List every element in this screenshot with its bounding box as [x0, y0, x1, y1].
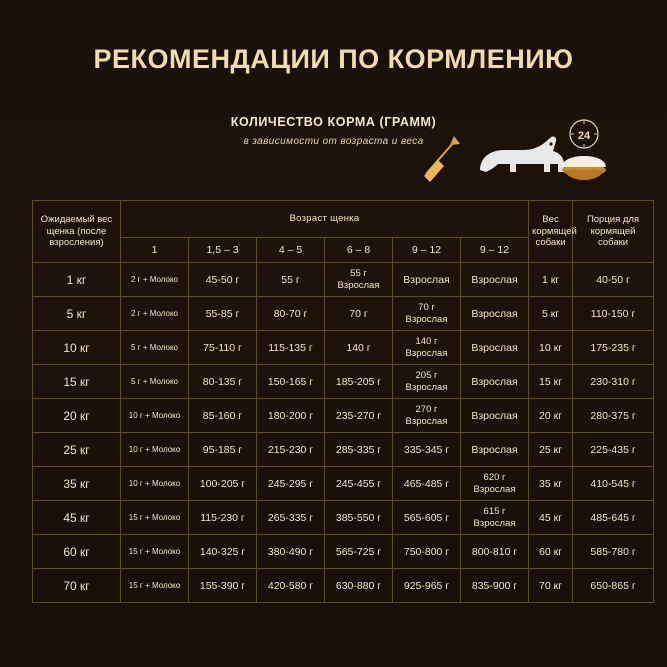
row-amount-cell: 565-725 г [325, 535, 393, 569]
row-amount-cell: Взрослая [461, 433, 529, 467]
age-column-6: 9 – 12 [461, 238, 529, 263]
table-header-row-top [33, 201, 654, 238]
row-amount-cell: 925-965 г [393, 569, 461, 603]
row-amount-cell: 45-50 г [189, 263, 257, 297]
row-amount-cell: 55-85 г [189, 297, 257, 331]
age-column-2: 1,5 – 3 [189, 238, 257, 263]
row-nursing-portion: 175-235 г [573, 331, 654, 365]
row-amount-cell: 835-900 г [461, 569, 529, 603]
clock-24-icon [570, 120, 598, 148]
row-amount-cell: 10 г + Молоко [121, 399, 189, 433]
row-expected-weight: 10 кг [33, 331, 121, 365]
row-amount-cell: 140-325 г [189, 535, 257, 569]
row-nursing-portion: 485-645 г [573, 501, 654, 535]
row-amount-cell: 75-110 г [189, 331, 257, 365]
row-amount-cell: 205 г Взрослая [393, 365, 461, 399]
illustration [420, 118, 620, 188]
row-amount-cell: 5 г + Молоко [121, 331, 189, 365]
row-nursing-portion: 585-780 г [573, 535, 654, 569]
age-column-1: 1 [121, 238, 189, 263]
row-nursing-portion: 110-150 г [573, 297, 654, 331]
row-amount-cell: 565-605 г [393, 501, 461, 535]
row-amount-cell: Взрослая [461, 399, 529, 433]
row-nursing-portion: 40-50 г [573, 263, 654, 297]
table-row [33, 501, 654, 535]
row-expected-weight: 70 кг [33, 569, 121, 603]
growth-arrow-icon [424, 136, 460, 182]
row-amount-cell: 155-390 г [189, 569, 257, 603]
row-amount-cell: Взрослая [393, 263, 461, 297]
row-expected-weight: 60 кг [33, 535, 121, 569]
row-amount-cell: 115-135 г [257, 331, 325, 365]
row-amount-cell: 215-230 г [257, 433, 325, 467]
row-nursing-weight: 1 кг [529, 263, 573, 297]
row-nursing-portion: 410-545 г [573, 467, 654, 501]
row-amount-cell: 750-800 г [393, 535, 461, 569]
row-amount-cell: 180-200 г [257, 399, 325, 433]
row-nursing-weight: 25 кг [529, 433, 573, 467]
row-expected-weight: 5 кг [33, 297, 121, 331]
row-nursing-portion: 650-865 г [573, 569, 654, 603]
row-expected-weight: 45 кг [33, 501, 121, 535]
row-amount-cell: 335-345 г [393, 433, 461, 467]
row-amount-cell: Взрослая [461, 331, 529, 365]
clock-label: 24 [577, 130, 591, 142]
age-group-header: Возраст щенка [121, 201, 529, 238]
row-amount-cell: 5 г + Молоко [121, 365, 189, 399]
table-header [33, 201, 654, 263]
side-weight-header: Вес кормящей собаки [529, 201, 573, 263]
row-amount-cell: 245-295 г [257, 467, 325, 501]
row-nursing-weight: 5 кг [529, 297, 573, 331]
row-expected-weight: 35 кг [33, 467, 121, 501]
row-nursing-weight: 35 кг [529, 467, 573, 501]
row-amount-cell: 235-270 г [325, 399, 393, 433]
row-amount-cell: 630-880 г [325, 569, 393, 603]
row-amount-cell: 10 г + Молоко [121, 467, 189, 501]
row-amount-cell: Взрослая [461, 365, 529, 399]
table-row [33, 365, 654, 399]
row-nursing-weight: 70 кг [529, 569, 573, 603]
corner-header: Ожидаемый вес щенка (после взросления) [33, 201, 121, 263]
row-nursing-weight: 45 кг [529, 501, 573, 535]
subheading-line-2: в зависимости от возраста и веса [243, 136, 424, 147]
row-nursing-portion: 225-435 г [573, 433, 654, 467]
row-expected-weight: 1 кг [33, 263, 121, 297]
row-amount-cell: 380-490 г [257, 535, 325, 569]
subheading-line-1: КОЛИЧЕСТВО КОРМА (ГРАММ) [230, 115, 437, 129]
table-row [33, 399, 654, 433]
row-amount-cell: 55 г Взрослая [325, 263, 393, 297]
row-amount-cell: 150-165 г [257, 365, 325, 399]
row-amount-cell: 2 г + Молоко [121, 297, 189, 331]
row-amount-cell: 10 г + Молоко [121, 433, 189, 467]
table-row [33, 535, 654, 569]
row-amount-cell: 2 г + Молоко [121, 263, 189, 297]
row-nursing-portion: 280-375 г [573, 399, 654, 433]
row-amount-cell: 615 г Взрослая [461, 501, 529, 535]
row-expected-weight: 15 кг [33, 365, 121, 399]
age-column-4: 6 – 8 [325, 238, 393, 263]
table-body [33, 263, 654, 603]
feeding-table-container [32, 200, 640, 603]
row-amount-cell: 80-70 г [257, 297, 325, 331]
row-amount-cell: Взрослая [461, 297, 529, 331]
row-amount-cell: 420-580 г [257, 569, 325, 603]
food-bowl-icon [562, 156, 606, 180]
row-amount-cell: 95-185 г [189, 433, 257, 467]
row-amount-cell: 265-335 г [257, 501, 325, 535]
row-amount-cell: 115-230 г [189, 501, 257, 535]
row-amount-cell: Взрослая [461, 263, 529, 297]
row-amount-cell: 100-205 г [189, 467, 257, 501]
table-row [33, 297, 654, 331]
row-nursing-weight: 60 кг [529, 535, 573, 569]
row-amount-cell: 620 г Взрослая [461, 467, 529, 501]
row-amount-cell: 80-135 г [189, 365, 257, 399]
row-amount-cell: 140 г [325, 331, 393, 365]
table-row [33, 331, 654, 365]
row-expected-weight: 20 кг [33, 399, 121, 433]
row-amount-cell: 15 г + Молоко [121, 501, 189, 535]
table-row [33, 433, 654, 467]
row-amount-cell: 70 г Взрослая [393, 297, 461, 331]
row-amount-cell: 465-485 г [393, 467, 461, 501]
feeding-table [32, 200, 654, 603]
table-row [33, 569, 654, 603]
portion-header: Порция для кормящей собаки [573, 201, 654, 263]
row-nursing-weight: 15 кг [529, 365, 573, 399]
dog-silhouette-icon [480, 137, 564, 172]
table-row [33, 467, 654, 501]
row-nursing-weight: 20 кг [529, 399, 573, 433]
age-column-5: 9 – 12 [393, 238, 461, 263]
row-amount-cell: 185-205 г [325, 365, 393, 399]
row-amount-cell: 140 г Взрослая [393, 331, 461, 365]
row-nursing-portion: 230-310 г [573, 365, 654, 399]
row-amount-cell: 800-810 г [461, 535, 529, 569]
row-amount-cell: 245-455 г [325, 467, 393, 501]
illustration-svg [420, 118, 620, 188]
row-amount-cell: 55 г [257, 263, 325, 297]
row-amount-cell: 385-550 г [325, 501, 393, 535]
row-nursing-weight: 10 кг [529, 331, 573, 365]
row-amount-cell: 15 г + Молоко [121, 535, 189, 569]
table-row [33, 263, 654, 297]
row-amount-cell: 285-335 г [325, 433, 393, 467]
row-amount-cell: 15 г + Молоко [121, 569, 189, 603]
age-column-3: 4 – 5 [257, 238, 325, 263]
row-amount-cell: 70 г [325, 297, 393, 331]
page-title: РЕКОМЕНДАЦИИ ПО КОРМЛЕНИЮ [93, 44, 574, 74]
row-amount-cell: 270 г Взрослая [393, 399, 461, 433]
row-expected-weight: 25 кг [33, 433, 121, 467]
row-amount-cell: 85-160 г [189, 399, 257, 433]
